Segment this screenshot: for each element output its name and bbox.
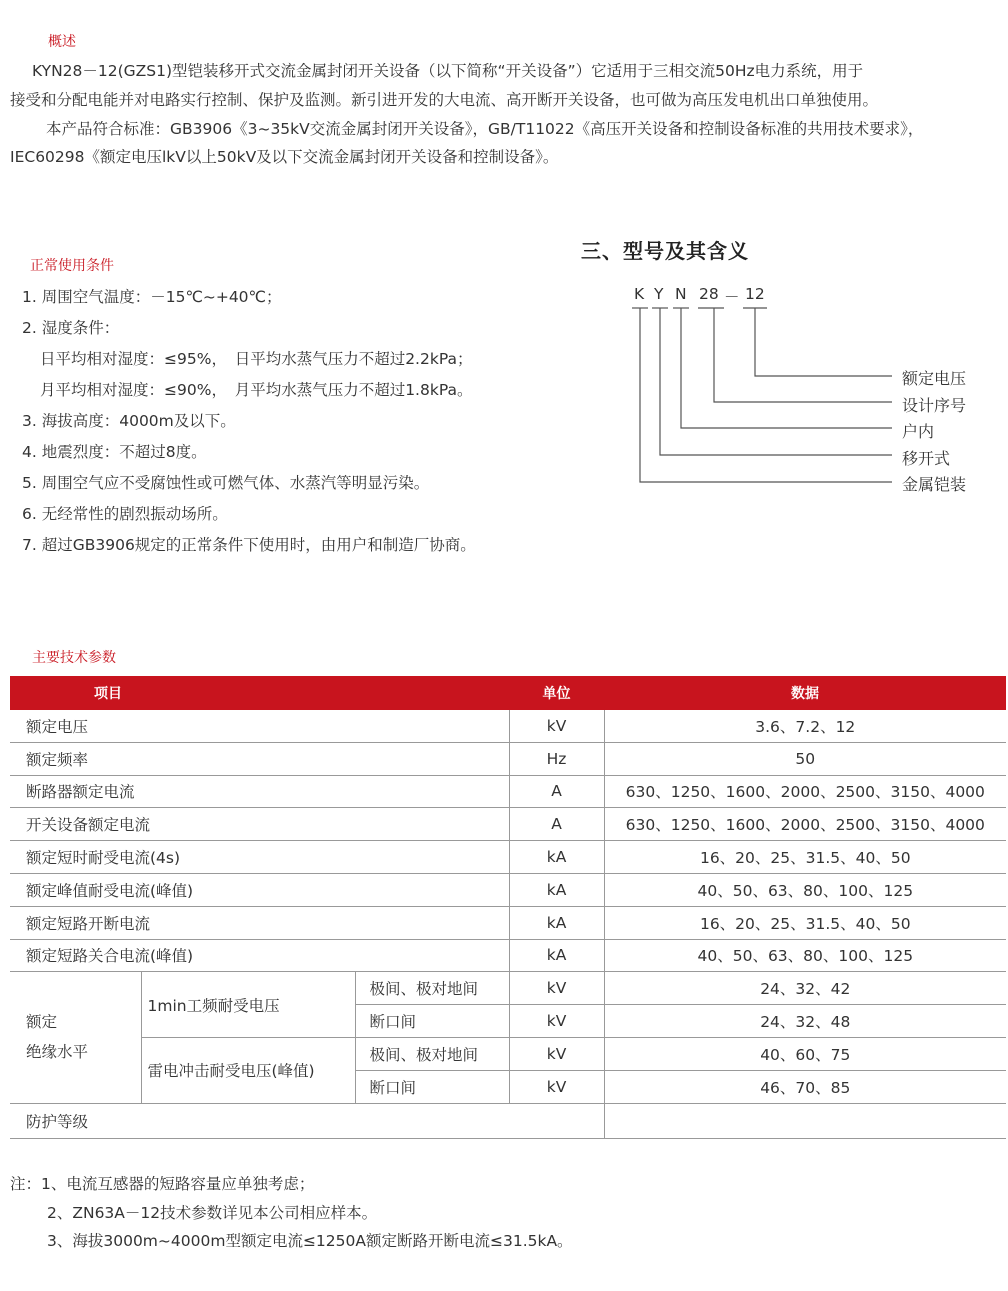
meaning-indoor: 户内 <box>902 422 935 441</box>
model-code-dash: － <box>724 288 740 306</box>
model-meanings <box>902 366 966 499</box>
condition-item: 6. 无经常性的剧烈振动场所。 <box>22 505 228 523</box>
model-code-letter-y: Y <box>654 285 664 303</box>
table-row <box>10 873 1006 906</box>
insulation-group-lightning-impulse: 雷电冲击耐受电压(峰值) <box>141 1037 355 1103</box>
header-unit: 单位 <box>509 676 604 710</box>
row-data: 46、70、85 <box>604 1070 1006 1103</box>
meaning-withdrawable: 移开式 <box>902 448 951 468</box>
row-data: 24、32、42 <box>604 972 1006 1005</box>
insulation-label-line-1: 额定 <box>26 1013 58 1032</box>
params-header-row <box>10 676 1006 710</box>
leader-withdrawable <box>660 308 892 455</box>
condition-item: 7. 超过GB3906规定的正常条件下使用时，由用户和制造厂协商。 <box>22 536 476 554</box>
insulation-sub-item: 极间、极对地间 <box>355 972 509 1005</box>
leader-metal-armored <box>640 308 892 482</box>
table-row <box>10 906 1006 939</box>
insulation-sub-item: 极间、极对地间 <box>355 1037 509 1070</box>
row-unit: Hz <box>509 742 604 775</box>
row-unit: A <box>509 775 604 808</box>
header-data: 数据 <box>604 676 1006 710</box>
model-title: 三、型号及其含义 <box>581 239 749 263</box>
header-item: 项目 <box>10 676 509 710</box>
row-unit: kV <box>509 1005 604 1038</box>
row-unit: kA <box>509 873 604 906</box>
row-item: 断路器额定电流 <box>10 775 509 808</box>
row-data: 50 <box>604 742 1006 775</box>
row-unit: kV <box>509 1070 604 1103</box>
insulation-level-label <box>10 972 141 1103</box>
condition-item: 日平均相对湿度：≤95%， 日平均水蒸气压力不超过2.2kPa； <box>40 350 473 368</box>
overview-title: 概述 <box>48 34 76 50</box>
row-data: 3.6、7.2、12 <box>604 710 1006 742</box>
condition-item: 2. 湿度条件： <box>22 319 120 337</box>
model-code-letter-n: N <box>675 285 687 303</box>
row-item: 额定频率 <box>10 742 509 775</box>
row-unit: kA <box>509 906 604 939</box>
row-unit: kV <box>509 710 604 742</box>
leader-rated-voltage <box>755 308 892 376</box>
row-data: 40、60、75 <box>604 1037 1006 1070</box>
row-item: 开关设备额定电流 <box>10 808 509 841</box>
insulation-label-line-2: 绝缘水平 <box>26 1043 89 1062</box>
conditions-list <box>22 282 476 561</box>
row-data-protection <box>604 1103 1006 1138</box>
row-data: 40、50、63、80、100、125 <box>604 939 1006 972</box>
table-row <box>10 972 1006 1005</box>
row-item: 额定短路关合电流(峰值) <box>10 939 509 972</box>
meaning-design-serial: 设计序号 <box>902 395 967 415</box>
params-table <box>10 676 1006 1139</box>
model-code-letter-k: K <box>634 285 645 303</box>
overview-paragraph-2-line-2: IEC60298《额定电压lkV以上50kV及以下交流金属封闭开关设备和控制设备》。 <box>10 148 559 166</box>
row-unit: kV <box>509 972 604 1005</box>
note-item: 2、ZN63A－12技术参数详见本公司相应样本。 <box>47 1203 378 1222</box>
model-code-number-12: 12 <box>745 285 765 303</box>
notes-block <box>10 1170 573 1256</box>
notes-prefix: 注： <box>10 1175 42 1193</box>
condition-item: 月平均相对湿度：≤90%， 月平均水蒸气压力不超过1.8kPa。 <box>40 381 473 399</box>
row-data: 16、20、25、31.5、40、50 <box>604 841 1006 874</box>
table-row <box>10 710 1006 742</box>
row-item: 额定短路开断电流 <box>10 906 509 939</box>
table-row <box>10 841 1006 874</box>
row-item: 额定电压 <box>10 710 509 742</box>
condition-item: 4. 地震烈度：不超过8度。 <box>22 443 207 461</box>
row-item-protection: 防护等级 <box>10 1103 604 1138</box>
row-item: 额定峰值耐受电流(峰值) <box>10 873 509 906</box>
condition-item: 5. 周围空气应不受腐蚀性或可燃气体、水蒸汽等明显污染。 <box>22 474 430 492</box>
condition-item: 3. 海拔高度：4000m及以下。 <box>22 412 236 430</box>
meaning-rated-voltage: 额定电压 <box>902 369 967 388</box>
params-title: 主要技术参数 <box>32 650 116 666</box>
leader-design-serial <box>714 308 892 402</box>
table-row <box>10 1037 1006 1070</box>
table-row <box>10 1103 1006 1138</box>
row-data: 630、1250、1600、2000、2500、3150、4000 <box>604 808 1006 841</box>
row-data: 40、50、63、80、100、125 <box>604 873 1006 906</box>
table-row <box>10 808 1006 841</box>
table-row <box>10 742 1006 775</box>
model-designation-diagram <box>630 298 900 498</box>
leader-indoor <box>681 308 892 428</box>
table-row <box>10 939 1006 972</box>
overview-paragraph-2-line-1: 本产品符合标准：GB3906《3~35kV交流金属封闭开关设备》，GB/T11022《高压开关设备和控制设备标准的共用技术要求》， <box>46 120 924 138</box>
overview-paragraph-1-line-2: 接受和分配电能并对电路实行控制、保护及监测。新引进开发的大电流、高开断开关设备，也可做为高压发电机出口单独使用。 <box>10 91 879 109</box>
table-row <box>10 775 1006 808</box>
row-data: 16、20、25、31.5、40、50 <box>604 906 1006 939</box>
conditions-title: 正常使用条件 <box>30 258 114 274</box>
insulation-sub-item: 断口间 <box>355 1070 509 1103</box>
note-item: 1、电流互感器的短路容量应单独考虑； <box>41 1175 315 1193</box>
meaning-metal-armored: 金属铠装 <box>902 475 967 494</box>
overview-paragraph-1-line-1: KYN28－12(GZS1)型铠装移开式交流金属封闭开关设备（以下简称“开关设备”）它适用于三相交流50Hz电力系统，用于 <box>32 62 864 80</box>
row-data: 24、32、48 <box>604 1005 1006 1038</box>
insulation-sub-item: 断口间 <box>355 1005 509 1038</box>
condition-item: 1. 周围空气温度：－15℃~+40℃； <box>22 288 282 306</box>
insulation-group-power-frequency: 1min工频耐受电压 <box>141 972 355 1038</box>
model-code-number-28: 28 <box>699 285 719 303</box>
row-item: 额定短时耐受电流(4s) <box>10 841 509 874</box>
row-data: 630、1250、1600、2000、2500、3150、4000 <box>604 775 1006 808</box>
row-unit: A <box>509 808 604 841</box>
row-unit: kV <box>509 1037 604 1070</box>
note-item: 3、海拔3000m~4000m型额定电流≤1250A额定断路开断电流≤31.5kA。 <box>47 1232 573 1250</box>
row-unit: kA <box>509 939 604 972</box>
row-unit: kA <box>509 841 604 874</box>
